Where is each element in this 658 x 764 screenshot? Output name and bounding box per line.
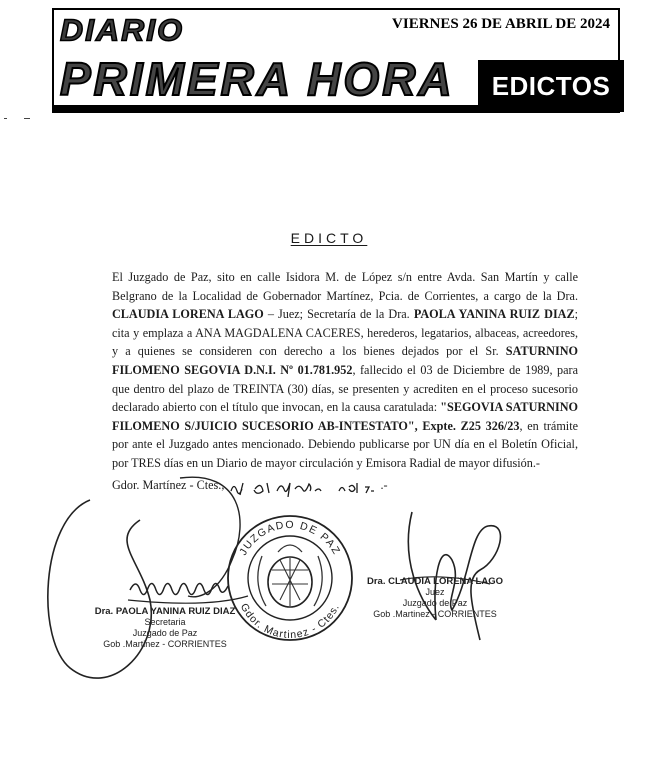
secretary-location: Gob .Martinez - CORRIENTES xyxy=(103,639,227,649)
secretary-signature xyxy=(128,596,248,603)
judge-stamp xyxy=(360,576,510,620)
brand-primera-hora: PRIMERA HORA xyxy=(60,53,455,105)
judge-name: Dra. CLAUDIA LORENA LAGO xyxy=(367,576,503,587)
place-text: Gdor. Martínez - Ctes., xyxy=(112,478,225,492)
seal-bottom-text: Gdor. Martinez - Ctes. xyxy=(237,601,343,642)
judge-location: Gob .Martinez - CORRIENTES xyxy=(373,609,497,619)
secretary-signature-loop xyxy=(48,500,151,678)
judge-court: Juzgado de Paz xyxy=(402,598,468,608)
secretary-signature-loop xyxy=(180,477,240,597)
place-suffix: .- xyxy=(380,478,388,492)
body-run: – Juez; Secretaría de la Dra. xyxy=(263,307,414,322)
issue-date: VIERNES 26 DE ABRIL DE 2024 xyxy=(392,16,610,32)
secretary-name: Dra. PAOLA YANINA RUIZ DIAZ xyxy=(94,606,236,617)
body-run: , en trámite por ante el Juzgado antes mencionado. Debiendo publicarse por UN día en el Boletín Oficial, por TRES días en un Diario de mayor circulación y Emisora Radial de mayor difusión.- xyxy=(112,418,578,470)
body-run: ; cita y emplaza a ANA MAGDALENA CACERES, herederos, legatarios, albaceas, acreedores, y a quienes se consideren con derecho a los bienes dejados por el Sr. xyxy=(112,307,579,359)
secretary-name-bold: PAOLA YANINA RUIZ DIAZ xyxy=(413,307,575,322)
secretary-court: Juzgado de Paz xyxy=(132,628,198,638)
secretary-stamp xyxy=(80,606,250,650)
brand-diario: DIARIO xyxy=(60,12,184,48)
case-caption-bold: "SEGOVIA SATURNINO FILOMENO S/JUICIO SUCESORIO AB-INTESTATO", Expte. Z25 326/23 xyxy=(112,400,578,433)
secretary-role: Secretaria xyxy=(144,617,186,627)
edict-title-text: EDICTO xyxy=(290,230,368,246)
judge-role: Juez xyxy=(425,587,445,597)
deceased-name-bold: SATURNINO FILOMENO SEGOVIA D.N.I. Nº 01.781.952 xyxy=(112,344,578,377)
seal-top-text: JUZGADO DE PAZ xyxy=(237,518,343,558)
judge-name-bold: CLAUDIA LORENA LAGO xyxy=(112,307,264,322)
body-run: El Juzgado de Paz, sito en calle Isidora M. de López s/n entre Avda. San Martín y calle Belgrano de la Localidad de Gobernador Martínez, Pcia. de Corrientes, a cargo de la Dra. xyxy=(112,270,578,303)
body-run: , fallecido el 03 de Diciembre de 1989, para que dentro del plazo de TREINTA (30) días, se presenten y acrediten en el proceso sucesorio declarado abierto con el título que invocan, en la causa caratulada: xyxy=(112,362,578,415)
section-label: EDICTOS xyxy=(491,71,611,101)
